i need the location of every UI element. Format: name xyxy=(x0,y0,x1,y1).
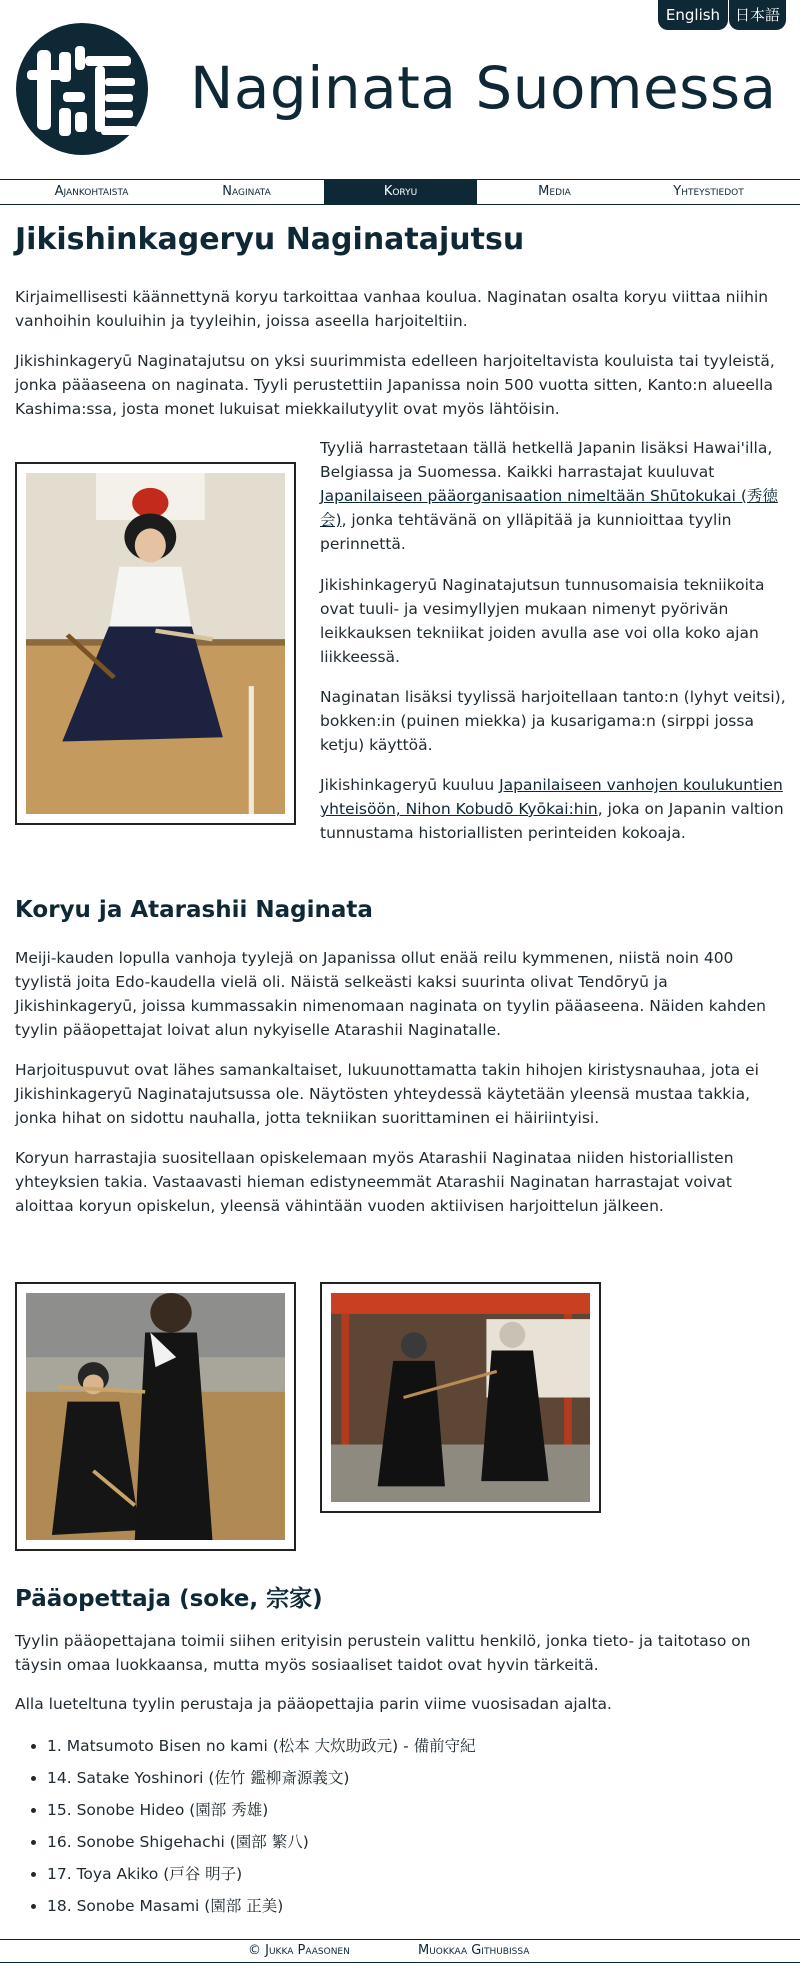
nihon-kobudo-kyokai-link[interactable]: Japanilaiseen vanhojen koulukuntien yhteisöön, Nihon Kobudō Kyōkai:hin xyxy=(320,776,783,818)
photo-two-practitioners xyxy=(15,1282,296,1551)
side-paragraph-2: Jikishinkageryū Naginatajutsun tunnusomaisia tekniikoita ovat tuuli- ja vesimyllyjen mukaan nimenyt pyörivän leikkauksen tekniikat joiden avulla ase voi olla koko ajan liikkeessä. xyxy=(320,576,765,666)
nav-item-naginata[interactable]: Naginata xyxy=(222,184,271,199)
side-paragraph-4: Jikishinkageryū kuuluu Japanilaiseen vanhojen koulukuntien yhteisöön, Nihon Kobudō Kyōkai:hin, joka on Japanin valtion tunnustama historiallisten perinteiden kokoaja. xyxy=(320,776,784,842)
language-japanese-button[interactable]: 日本語 xyxy=(729,0,786,30)
koryu-section-heading: Koryu ja Atarashii Naginata xyxy=(15,897,373,923)
side-paragraph-3: Naginatan lisäksi tyylissä harjoitellaan tanto:n (lyhyt veitsi), bokken:in (puinen miekka) ja kusarigama:n (sirppi jossa ketju) käyttöä. xyxy=(320,688,786,754)
list-item: • 15. Sonobe Hideo (園部 秀雄) xyxy=(47,1794,476,1826)
nav-item-koryu[interactable]: Koryu xyxy=(324,180,477,204)
koryu-paragraph-2: Harjoituspuvut ovat lähes samankaltaiset, lukuunottamatta takin hihojen kiristysnauhaa, jota ei Jikishinkageryū Naginatajutsussa ole. Näytösten yhteydessä käytetään yleensä mustaa takkia, jonka hihat on sidottu nauhalla, jotta tekniikan suorittaminen ei häiriintyisi. xyxy=(15,1061,759,1127)
intro-paragraph-1: Kirjaimellisesti käännettynä koryu tarkoittaa vanhaa koulua. Naginatan osalta koryu viittaa niihin vanhoihin kouluihin ja tyyleihin, joissa aseella harjoiteltiin. xyxy=(15,288,769,330)
footer-author-link[interactable]: © Jukka Paasonen xyxy=(248,1943,350,1958)
intro-paragraph-2: Jikishinkageryū Naginatajutsu on yksi suurimmista edelleen harjoiteltavista kouluista tai tyyleistä, jonka pääaseena on naginata. Tyyli perustettiin Japanissa noin 500 vuotta sitten, Kanto:n alueella Kashima:ssa, josta monet lukuisat miekkailutyylit ovat myös lähtöisin. xyxy=(15,352,775,418)
photo-kneeling-practitioner xyxy=(15,462,296,825)
photo-demonstration xyxy=(320,1282,601,1513)
nav-item-yhteystiedot[interactable]: Yhteystiedot xyxy=(673,184,744,199)
list-item: • 14. Satake Yoshinori (佐竹 鑑柳斎源義文) xyxy=(47,1762,476,1794)
nav-item-media[interactable]: Media xyxy=(538,184,571,199)
main-navigation xyxy=(0,179,800,205)
soke-paragraph-2: Alla lueteltuna tyylin perustaja ja pääopettajia parin viime vuosisadan ajalta. xyxy=(15,1695,612,1713)
page-footer xyxy=(0,1939,800,1963)
language-english-button[interactable]: English xyxy=(658,0,728,30)
shutokukai-link[interactable]: Japanilaiseen pääorganisaation nimeltään Shūtokukai (秀徳会) xyxy=(320,487,778,529)
side-paragraph-1: Tyyliä harrastetaan tällä hetkellä Japanin lisäksi Hawai'illa, Belgiassa ja Suomessa. Kaikki harrastajat kuuluvat Japanilaiseen pääorganisaation nimeltään Shūtokukai (秀徳会), jonka tehtävänä on ylläpitää ja kunnioittaa tyylin perinnettä. xyxy=(320,439,778,553)
koryu-paragraph-3: Koryun harrastajia suositellaan opiskelemaan myös Atarashii Naginataa niiden historiallisten yhteyksien takia. Vastaavasti hieman edistyneemmät Atarashii Naginatan harrastajat voivat aloittaa koryun opiskelun, yleensä vähintään vuoden aktiivisen harjoittelun jälkeen. xyxy=(15,1149,734,1215)
soke-list xyxy=(30,1730,476,1922)
koryu-paragraph-1: Meiji-kauden lopulla vanhoja tyylejä on Japanissa ollut enää reilu kymmenen, niistä noin 400 tyylistä joita Edo-kaudella vielä oli. Näistä selkeästi kaksi suurinta olivat Tendōryū ja Jikishinkageryū, joissa kummassakin nimenomaan naginata on tyylin pääaseena. Näiden kahden tyylin pääopettajat loivat alun nykyiselle Atarashii Naginatalle. xyxy=(15,949,767,1039)
soke-section-heading: Pääopettaja (soke, 宗家) xyxy=(15,1586,323,1612)
site-logo[interactable] xyxy=(15,22,149,156)
list-item: • 17. Toya Akiko (戸谷 明子) xyxy=(47,1858,476,1890)
page-title: Jikishinkageryu Naginatajutsu xyxy=(15,222,525,257)
list-item: • 16. Sonobe Shigehachi (園部 繁八) xyxy=(47,1826,476,1858)
list-item: • 1. Matsumoto Bisen no kami (松本 大炊助政元) - 備前守紀 xyxy=(47,1730,476,1762)
list-item: • 18. Sonobe Masami (園部 正美) xyxy=(47,1890,476,1922)
soke-paragraph-1: Tyylin pääopettajana toimii siihen erityisin perustein valittu henkilö, jonka tieto- ja taitotaso on täysin omaa luokkaansa, mutta myös sosiaaliset taidot ovat hyvin tärkeitä. xyxy=(15,1632,751,1674)
nav-item-ajankohtaista[interactable]: Ajankohtaista xyxy=(54,184,129,199)
footer-edit-github-link[interactable]: Muokkaa Githubissa xyxy=(418,1943,530,1958)
site-title: Naginata Suomessa xyxy=(190,54,777,122)
